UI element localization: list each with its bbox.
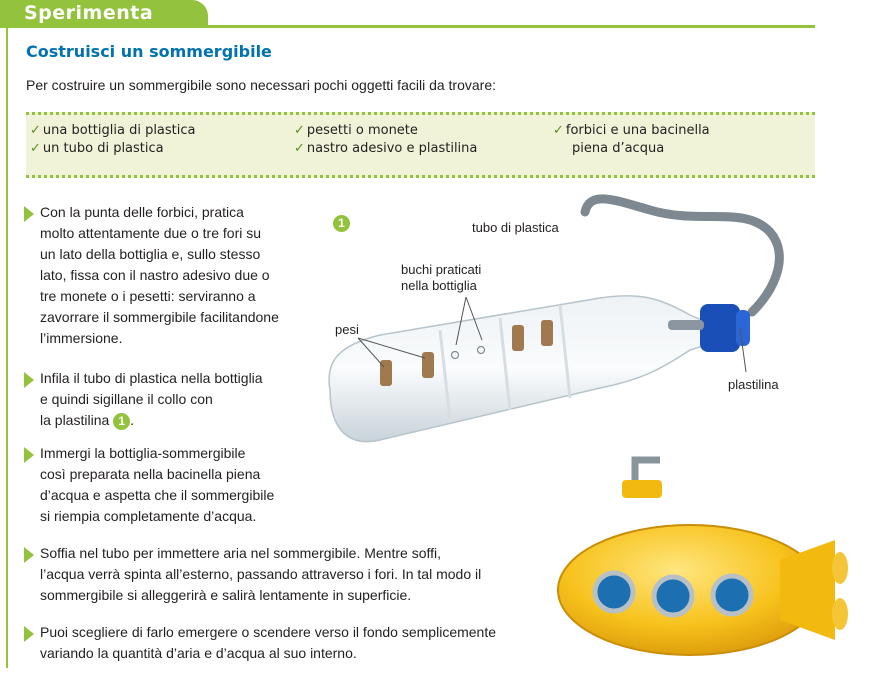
- step-line: lato, fissa con il nastro adesivo due o: [40, 267, 270, 283]
- header-title: Sperimenta: [24, 2, 154, 24]
- label-weights: pesi: [335, 322, 359, 337]
- porthole-shape: [595, 573, 633, 611]
- step-line: variando la quantità d’aria e d’acqua al suo interno.: [40, 645, 357, 661]
- step-line: Con la punta delle forbici, pratica: [40, 204, 244, 220]
- material-item: ✓ nastro adesivo e plastilina: [294, 141, 478, 156]
- material-item: ✓ un tubo di plastica: [30, 141, 164, 156]
- check-icon: ✓: [30, 123, 41, 138]
- step-line: tre monete o i pesetti: serviranno a: [40, 288, 256, 304]
- step-line: sommergibile si alleggerirà e salirà lentamente in superficie.: [40, 587, 412, 603]
- intro-text: Per costruire un sommergibile sono necessari pochi oggetti facili da trovare:: [26, 77, 497, 93]
- step-line: Immergi la bottiglia-sommergibile: [40, 445, 246, 461]
- porthole-shape: [713, 576, 751, 614]
- figure-ref-badge: 1: [113, 413, 130, 430]
- step-line: un lato della bottiglia e, sullo stesso: [40, 246, 261, 262]
- label-holes-2: nella bottiglia: [401, 278, 477, 293]
- figure-badge: 1: [333, 215, 350, 232]
- step-line: d’acqua e aspetta che il sommergibile: [40, 487, 275, 503]
- label-holes-1: buchi praticati: [401, 262, 482, 277]
- check-icon: ✓: [294, 141, 305, 156]
- check-icon: ✓: [294, 123, 305, 138]
- check-icon: ✓: [30, 141, 41, 156]
- check-icon: ✓: [553, 123, 564, 138]
- step-line: Puoi scegliere di farlo emergere o scendere verso il fondo semplicemente: [40, 624, 497, 640]
- material-item: ✓ pesetti o monete: [294, 123, 418, 138]
- step-line: Soffia nel tubo per immettere aria nel sommergibile. Mentre soffi,: [40, 545, 442, 561]
- material-item: ✓ una bottiglia di plastica: [30, 123, 196, 138]
- step-line: l’immersione.: [40, 330, 123, 346]
- step-line: e quindi sigillane il collo con: [40, 391, 213, 407]
- step-line: si riempia completamente d’acqua.: [40, 508, 257, 524]
- step-line: zavorrare il sommergibile facilitandone: [40, 309, 279, 325]
- step-line: molto attentamente due o tre fori su: [40, 225, 262, 241]
- material-item: piena d’acqua: [572, 141, 665, 156]
- section-title: Costruisci un sommergibile: [26, 42, 272, 61]
- material-item: ✓ forbici e una bacinella: [553, 123, 710, 138]
- step-line: Infila il tubo di plastica nella bottiglia: [40, 370, 263, 386]
- step-line: l’acqua verrà spinta all’esterno, passando attraverso i fori. In tal modo il: [40, 566, 482, 582]
- step-line: così preparata nella bacinella piena: [40, 466, 261, 482]
- label-tube: tubo di plastica: [472, 220, 559, 235]
- step-line: la plastilina 1 .: [40, 412, 135, 428]
- porthole-shape: [654, 577, 692, 615]
- label-clay: plastilina: [728, 377, 779, 392]
